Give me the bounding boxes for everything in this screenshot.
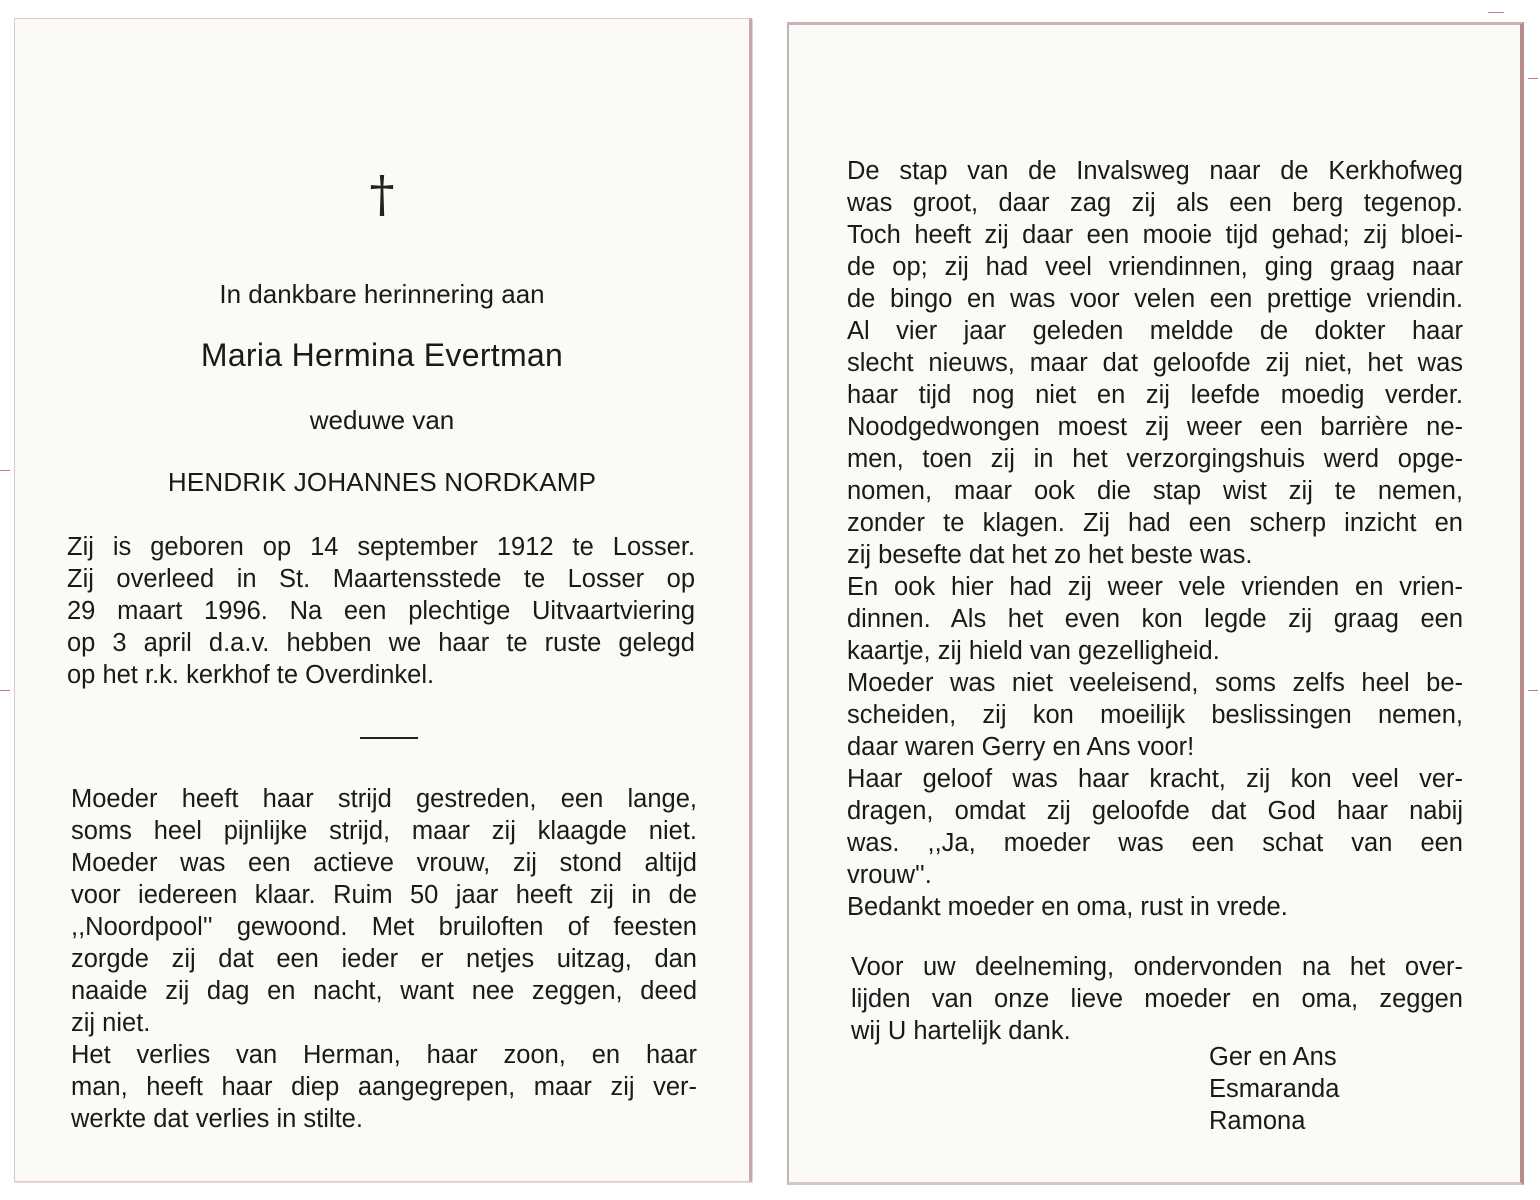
intro-text: In dankbare herinnering aan bbox=[219, 279, 545, 309]
story-line: Bedankt moeder en oma, rust in vrede. bbox=[847, 893, 1288, 921]
story-line: Al vier jaar geleden meldde de dokter haar bbox=[847, 317, 1463, 345]
story-line: Moeder was niet veeleisend, soms zelfs heel be- bbox=[847, 669, 1463, 697]
bio-line: op 3 april d.a.v. hebben we haar te ruste gelegd bbox=[67, 629, 695, 657]
divider bbox=[360, 737, 418, 739]
story-line: werkte dat verlies in stilte. bbox=[71, 1105, 363, 1133]
signature-line: Ramona bbox=[1209, 1107, 1306, 1135]
story-line: haar tijd nog niet en zij leefde moedig verder. bbox=[847, 381, 1463, 409]
memorial-card-right bbox=[787, 22, 1524, 1185]
biography-paragraph bbox=[67, 531, 695, 691]
thanks-line: Voor uw deelneming, ondervonden na het over- bbox=[851, 953, 1463, 981]
edge-mark bbox=[1488, 12, 1504, 13]
story-line: vrouw''. bbox=[847, 861, 932, 889]
story-line: Noodgedwongen moest zij weer een barrière ne- bbox=[847, 413, 1463, 441]
signature-line: Esmaranda bbox=[1209, 1075, 1340, 1103]
story-line: Toch heeft zij daar een mooie tijd gehad; zij bloei- bbox=[847, 221, 1463, 249]
story-line: ,,Noordpool'' gewoond. Met bruiloften of feesten bbox=[71, 913, 697, 941]
story-line: Het verlies van Herman, haar zoon, en haar bbox=[71, 1041, 697, 1069]
story-line: de op; zij had veel vriendinnen, ging graag naar bbox=[847, 253, 1463, 281]
thanks-paragraph bbox=[851, 951, 1463, 1047]
story-line: De stap van de Invalsweg naar de Kerkhofweg bbox=[847, 157, 1463, 185]
edge-mark bbox=[1528, 78, 1538, 79]
story-line: voor iedereen klaar. Ruim 50 jaar heeft zij in de bbox=[71, 881, 697, 909]
story-line: slecht nieuws, maar dat geloofde zij niet, het was bbox=[847, 349, 1463, 377]
thanks-line: lijden van onze lieve moeder en oma, zeggen bbox=[851, 985, 1463, 1013]
bio-line: Zij overleed in St. Maartensstede te Losser op bbox=[67, 565, 695, 593]
signature-line: Ger en Ans bbox=[1209, 1043, 1337, 1071]
husband-name: HENDRIK JOHANNES NORDKAMP bbox=[167, 467, 597, 497]
edge-mark bbox=[0, 690, 10, 691]
deceased-name: Maria Hermina Evertman bbox=[200, 337, 564, 373]
story-line: soms heel pijnlijke strijd, maar zij klaagde niet. bbox=[71, 817, 697, 845]
story-line: naaide zij dag en nacht, want nee zeggen, deed bbox=[71, 977, 697, 1005]
thanks-line: wij U hartelijk dank. bbox=[851, 1017, 1071, 1045]
bio-line: Zij is geboren op 14 september 1912 te Losser. bbox=[67, 533, 695, 561]
story-line: Moeder heeft haar strijd gestreden, een lange, bbox=[71, 785, 697, 813]
story-line: zorgde zij dat een ieder er netjes uitzag, dan bbox=[71, 945, 697, 973]
story-line: scheiden, zij kon moeilijk beslissingen nemen, bbox=[847, 701, 1463, 729]
story-line: men, toen zij in het verzorgingshuis werd opge- bbox=[847, 445, 1463, 473]
story-line: de bingo en was voor velen een prettige vriendin. bbox=[847, 285, 1463, 313]
story-line: zij niet. bbox=[71, 1009, 151, 1037]
bio-line: 29 maart 1996. Na een plechtige Uitvaartviering bbox=[67, 597, 695, 625]
story-line: Haar geloof was haar kracht, zij kon veel ver- bbox=[847, 765, 1463, 793]
story-line: nomen, maar ook die stap wist zij te nemen, bbox=[847, 477, 1463, 505]
signature-block bbox=[1209, 1041, 1409, 1137]
story-line: was. ,,Ja, moeder was een schat van een bbox=[847, 829, 1463, 857]
story-paragraph-left bbox=[71, 783, 697, 1135]
story-line: Moeder was een actieve vrouw, zij stond altijd bbox=[71, 849, 697, 877]
story-line: kaartje, zij hield van gezelligheid. bbox=[847, 637, 1220, 665]
story-line: dinnen. Als het even kon legde zij graag een bbox=[847, 605, 1463, 633]
story-line: zij besefte dat het zo het beste was. bbox=[847, 541, 1253, 569]
story-line: En ook hier had zij weer vele vrienden en vrien- bbox=[847, 573, 1463, 601]
edge-mark bbox=[0, 470, 10, 471]
cross-icon: † bbox=[369, 165, 395, 223]
story-line: man, heeft haar diep aangegrepen, maar zij ver- bbox=[71, 1073, 697, 1101]
story-line: was groot, daar zag zij als een berg tegenop. bbox=[847, 189, 1463, 217]
story-line: zonder te klagen. Zij had een scherp inzicht en bbox=[847, 509, 1463, 537]
bio-line: op het r.k. kerkhof te Overdinkel. bbox=[67, 661, 435, 689]
story-paragraph-right bbox=[847, 155, 1463, 923]
widow-of-text: weduwe van bbox=[309, 405, 455, 435]
edge-mark bbox=[1528, 690, 1538, 691]
story-line: daar waren Gerry en Ans voor! bbox=[847, 733, 1195, 761]
story-line: dragen, omdat zij geloofde dat God haar nabij bbox=[847, 797, 1463, 825]
memorial-card-left bbox=[14, 18, 752, 1182]
